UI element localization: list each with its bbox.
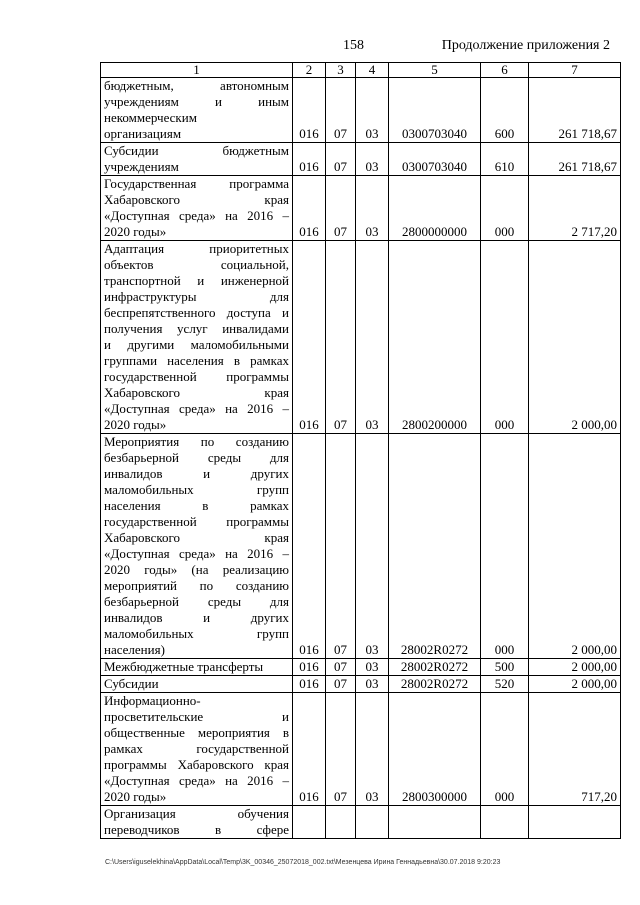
- name-word: иным: [258, 94, 289, 109]
- row-name: [101, 676, 293, 693]
- name-word: программы: [226, 514, 289, 529]
- name-word: на: [225, 208, 238, 223]
- name-word: групп: [256, 482, 289, 497]
- name-line: [104, 450, 289, 466]
- name-word: программы: [226, 369, 289, 384]
- name-word: созданию: [235, 434, 289, 449]
- code-vr: 000: [481, 241, 529, 434]
- name-line: [104, 305, 289, 321]
- name-word: для: [269, 450, 289, 465]
- name-word: –: [282, 401, 289, 416]
- name-word: Государственная: [104, 176, 197, 191]
- code-csr: 28002R0272: [389, 434, 481, 659]
- name-line: [104, 594, 289, 610]
- name-word: края: [264, 385, 289, 400]
- table-header-row: [101, 63, 621, 78]
- code-vr: 520: [481, 676, 529, 693]
- name-word: бюджетным: [222, 143, 289, 158]
- amount: 2 000,00: [529, 659, 621, 676]
- name-line: [104, 642, 289, 658]
- name-line: [104, 273, 289, 289]
- name-word: переводчиков: [104, 822, 180, 837]
- name-word: маломобильных: [104, 626, 194, 641]
- name-word: безбарьерной: [104, 594, 180, 609]
- row-name: [101, 143, 293, 176]
- code-csr: [389, 806, 481, 839]
- code-pr: 03: [356, 176, 389, 241]
- name-line: [104, 482, 289, 498]
- name-word: группами: [104, 353, 158, 368]
- name-word: в: [282, 725, 289, 740]
- name-line: [104, 578, 289, 594]
- name-word: населения): [104, 642, 165, 657]
- code-gr: 016: [293, 693, 326, 806]
- name-line: [104, 110, 289, 126]
- name-line: [104, 321, 289, 337]
- code-rz: [326, 806, 356, 839]
- name-word: 2020: [104, 562, 130, 577]
- name-word: на: [225, 546, 238, 561]
- name-word: (на: [191, 562, 209, 577]
- name-word: бюджетным,: [104, 78, 174, 93]
- name-word: и: [203, 610, 211, 625]
- column-header: 5: [389, 63, 481, 78]
- name-word: края: [264, 530, 289, 545]
- code-rz: 07: [326, 241, 356, 434]
- name-word: среды: [207, 450, 242, 465]
- name-word: населения: [167, 353, 224, 368]
- code-vr: 000: [481, 693, 529, 806]
- column-header: 1: [101, 63, 293, 78]
- code-rz: 07: [326, 693, 356, 806]
- name-word: 2020 годы»: [104, 789, 167, 804]
- name-word: мероприятия: [197, 725, 270, 740]
- name-word: и: [282, 305, 289, 320]
- code-gr: [293, 806, 326, 839]
- code-rz: 07: [326, 659, 356, 676]
- code-gr: 016: [293, 659, 326, 676]
- name-word: 2016: [247, 773, 274, 788]
- name-line: [104, 530, 289, 546]
- code-rz: 07: [326, 176, 356, 241]
- name-word: рамках: [250, 498, 289, 513]
- name-word: государственной: [196, 741, 289, 756]
- row-name: [101, 241, 293, 434]
- name-word: –: [282, 773, 289, 788]
- code-gr: 016: [293, 241, 326, 434]
- table-row: [101, 806, 621, 839]
- name-line: [104, 78, 289, 94]
- name-line: [104, 208, 289, 224]
- name-word: доступа: [226, 305, 271, 320]
- name-word: приоритетных: [209, 241, 289, 256]
- code-pr: 03: [356, 693, 389, 806]
- name-word: Субсидии: [104, 143, 159, 158]
- name-word: социальной,: [220, 257, 289, 272]
- name-word: сфере: [256, 822, 289, 837]
- row-name: [101, 434, 293, 659]
- name-word: реализацию: [222, 562, 289, 577]
- name-word: «Доступная: [104, 773, 170, 788]
- column-header: 2: [293, 63, 326, 78]
- name-word: края: [264, 757, 289, 772]
- name-line: [104, 434, 289, 450]
- name-line: [104, 337, 289, 353]
- name-line: [104, 676, 289, 692]
- code-csr: 2800300000: [389, 693, 481, 806]
- name-line: [104, 514, 289, 530]
- code-rz: 07: [326, 143, 356, 176]
- name-word: Хабаровского: [104, 192, 181, 207]
- name-word: «Доступная: [104, 208, 170, 223]
- name-line: [104, 224, 289, 240]
- continuation-label: Продолжение приложения 2: [441, 38, 610, 53]
- name-line: [104, 385, 289, 401]
- name-line: [104, 693, 289, 709]
- budget-table: [100, 62, 621, 839]
- code-rz: 07: [326, 676, 356, 693]
- name-word: Межбюджетные трансферты: [104, 659, 264, 674]
- name-word: организациям: [104, 126, 182, 141]
- name-word: другими: [127, 337, 175, 352]
- name-word: края: [264, 192, 289, 207]
- amount: 261 718,67: [529, 78, 621, 143]
- name-word: беспрепятственного: [104, 305, 216, 320]
- name-line: [104, 176, 289, 192]
- column-header: 3: [326, 63, 356, 78]
- name-word: безбарьерной: [104, 450, 180, 465]
- name-word: 2016: [247, 546, 274, 561]
- amount: [529, 806, 621, 839]
- name-word: по: [200, 434, 215, 449]
- row-name: [101, 806, 293, 839]
- code-gr: 016: [293, 143, 326, 176]
- name-line: [104, 159, 289, 175]
- row-name: [101, 78, 293, 143]
- name-word: 2020 годы»: [104, 417, 167, 432]
- name-line: [104, 741, 289, 757]
- name-line: [104, 241, 289, 257]
- table-row: [101, 176, 621, 241]
- amount: 2 717,20: [529, 176, 621, 241]
- code-gr: 016: [293, 676, 326, 693]
- name-word: «Доступная: [104, 401, 170, 416]
- name-word: Субсидии: [104, 676, 159, 691]
- name-word: 2016: [247, 208, 274, 223]
- name-word: Адаптация: [104, 241, 165, 256]
- name-word: транспортной: [104, 273, 181, 288]
- name-word: других: [250, 610, 289, 625]
- name-word: –: [282, 208, 289, 223]
- code-vr: 610: [481, 143, 529, 176]
- table-row: [101, 693, 621, 806]
- name-word: созданию: [235, 578, 289, 593]
- name-word: Хабаровского: [177, 757, 254, 772]
- name-word: и: [197, 273, 205, 288]
- name-word: Мероприятия: [104, 434, 180, 449]
- name-word: и: [104, 337, 111, 352]
- name-word: 2020 годы»: [104, 224, 167, 239]
- name-word: маломобильных: [104, 482, 194, 497]
- code-pr: 03: [356, 143, 389, 176]
- table-row: [101, 434, 621, 659]
- amount: 717,20: [529, 693, 621, 806]
- name-line: [104, 143, 289, 159]
- code-rz: 07: [326, 434, 356, 659]
- name-word: просветительские: [104, 709, 204, 724]
- code-vr: 500: [481, 659, 529, 676]
- name-word: населения: [104, 498, 161, 513]
- name-word: Информационно-: [104, 693, 201, 708]
- name-word: в: [202, 498, 209, 513]
- name-line: [104, 257, 289, 273]
- code-rz: 07: [326, 78, 356, 143]
- code-csr: 28002R0272: [389, 659, 481, 676]
- name-word: в: [233, 353, 240, 368]
- row-name: [101, 176, 293, 241]
- name-line: [104, 498, 289, 514]
- row-name: [101, 659, 293, 676]
- name-line: [104, 757, 289, 773]
- name-word: среда»: [178, 208, 216, 223]
- name-word: Хабаровского: [104, 530, 181, 545]
- amount: 2 000,00: [529, 434, 621, 659]
- name-word: получения: [104, 321, 163, 336]
- page-number: 158: [343, 38, 364, 53]
- code-pr: 03: [356, 78, 389, 143]
- name-word: рамках: [250, 353, 289, 368]
- name-line: [104, 126, 289, 142]
- code-pr: 03: [356, 434, 389, 659]
- name-line: [104, 626, 289, 642]
- table-row: [101, 676, 621, 693]
- name-word: автономным: [220, 78, 289, 93]
- name-word: других: [250, 466, 289, 481]
- code-pr: 03: [356, 676, 389, 693]
- name-word: на: [225, 773, 238, 788]
- table-row: [101, 143, 621, 176]
- code-gr: 016: [293, 78, 326, 143]
- name-word: «Доступная: [104, 546, 170, 561]
- name-line: [104, 773, 289, 789]
- amount: 2 000,00: [529, 676, 621, 693]
- name-line: [104, 822, 289, 838]
- name-word: инвалидами: [222, 321, 289, 336]
- name-word: для: [269, 594, 289, 609]
- name-word: на: [225, 401, 238, 416]
- name-word: программа: [229, 176, 289, 191]
- code-vr: [481, 806, 529, 839]
- name-word: Хабаровского: [104, 385, 181, 400]
- name-word: в: [215, 822, 222, 837]
- name-word: общественные: [104, 725, 185, 740]
- code-gr: 016: [293, 434, 326, 659]
- table-row: [101, 659, 621, 676]
- column-header: 4: [356, 63, 389, 78]
- name-word: среда»: [178, 773, 216, 788]
- name-word: 2016: [247, 401, 274, 416]
- code-csr: 28002R0272: [389, 676, 481, 693]
- code-vr: 000: [481, 176, 529, 241]
- column-header: 7: [529, 63, 621, 78]
- name-line: [104, 369, 289, 385]
- name-word: инженерной: [220, 273, 289, 288]
- name-line: [104, 806, 289, 822]
- name-line: [104, 401, 289, 417]
- name-line: [104, 610, 289, 626]
- column-header: 6: [481, 63, 529, 78]
- name-word: Организация: [104, 806, 176, 821]
- code-csr: 0300703040: [389, 143, 481, 176]
- name-word: и: [282, 709, 289, 724]
- row-name: [101, 693, 293, 806]
- name-word: государственной: [104, 514, 197, 529]
- name-word: услуг: [177, 321, 208, 336]
- name-line: [104, 546, 289, 562]
- name-word: программы: [104, 757, 167, 772]
- name-word: обучения: [237, 806, 289, 821]
- name-word: учреждениям: [104, 159, 179, 174]
- name-word: и: [203, 466, 211, 481]
- footer-path: C:\Users\iguselekhina\AppData\Local\Temp\3K_00346_25072018_002.txt\Мезенцева Ирина Геннадьевна\30.07.2018 9:20:23: [105, 859, 501, 866]
- name-word: и: [214, 94, 222, 109]
- code-csr: 2800000000: [389, 176, 481, 241]
- name-word: рамках: [104, 741, 143, 756]
- name-line: [104, 353, 289, 369]
- name-word: некоммерческим: [104, 110, 197, 125]
- table-row: [101, 241, 621, 434]
- name-word: –: [282, 546, 289, 561]
- name-word: среда»: [178, 546, 216, 561]
- name-line: [104, 289, 289, 305]
- name-word: государственной: [104, 369, 197, 384]
- name-line: [104, 466, 289, 482]
- code-pr: 03: [356, 241, 389, 434]
- amount: 2 000,00: [529, 241, 621, 434]
- name-line: [104, 725, 289, 741]
- code-gr: 016: [293, 176, 326, 241]
- name-word: годы»: [144, 562, 178, 577]
- name-line: [104, 94, 289, 110]
- name-line: [104, 192, 289, 208]
- name-word: среда»: [178, 401, 216, 416]
- code-pr: 03: [356, 659, 389, 676]
- amount: 261 718,67: [529, 143, 621, 176]
- name-word: групп: [256, 626, 289, 641]
- code-pr: [356, 806, 389, 839]
- name-word: мероприятий: [104, 578, 177, 593]
- name-line: [104, 789, 289, 805]
- name-word: по: [199, 578, 214, 593]
- code-csr: 0300703040: [389, 78, 481, 143]
- name-line: [104, 659, 289, 675]
- name-word: объектов: [104, 257, 154, 272]
- name-word: маломобильными: [190, 337, 289, 352]
- code-vr: 000: [481, 434, 529, 659]
- name-word: инвалидов: [104, 610, 163, 625]
- name-word: учреждениям: [104, 94, 179, 109]
- name-line: [104, 417, 289, 433]
- name-word: для: [269, 289, 289, 304]
- table-row: [101, 78, 621, 143]
- code-vr: 600: [481, 78, 529, 143]
- name-line: [104, 562, 289, 578]
- code-csr: 2800200000: [389, 241, 481, 434]
- name-line: [104, 709, 289, 725]
- name-word: инфраструктуры: [104, 289, 197, 304]
- name-word: инвалидов: [104, 466, 163, 481]
- name-word: среды: [207, 594, 242, 609]
